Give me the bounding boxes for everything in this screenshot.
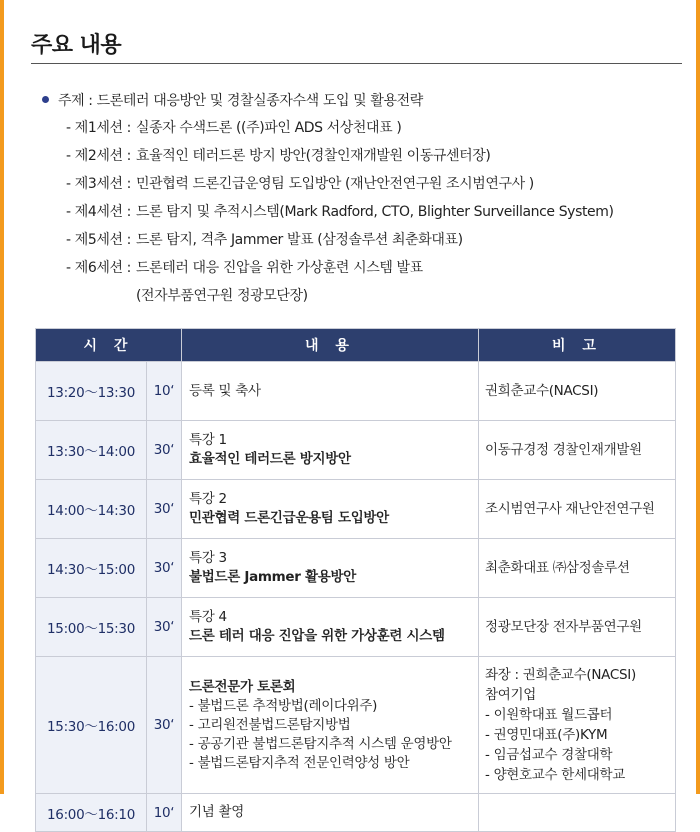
- time-cell: 14:00～14:30: [36, 480, 147, 539]
- lecture-title: 민관협력 드론긴급운용팀 도입방안: [189, 510, 389, 526]
- forum-item: - 불법드론탐지추적 전문인력양성 방안: [189, 754, 410, 771]
- session-text: 드론 탐지 및 추적시스템(Mark Radford, CTO, Blighter Surveillance System): [136, 204, 614, 220]
- content-cell: [182, 480, 479, 539]
- content-cell: [182, 539, 479, 598]
- header-time: 시 간: [36, 329, 182, 362]
- duration-cell: 30‘: [147, 657, 182, 794]
- note-cell: 최춘화대표 ㈜삼정솔루션: [479, 539, 676, 598]
- table-row: [36, 598, 676, 657]
- lecture-number: 특강 3: [189, 550, 227, 566]
- lecture-title: 불법드론 Jammer 활용방안: [189, 569, 357, 585]
- time-cell: 13:30～14:00: [36, 421, 147, 480]
- time-cell: 14:30～15:00: [36, 539, 147, 598]
- note-cell: 이동규경정 경찰인재개발원: [479, 421, 676, 480]
- duration-cell: 30‘: [147, 480, 182, 539]
- content-cell: [182, 598, 479, 657]
- topic-line: [42, 90, 423, 110]
- title-divider: [31, 63, 682, 64]
- time-cell: 15:30～16:00: [36, 657, 147, 794]
- duration-cell: 30‘: [147, 598, 182, 657]
- note-line: - 이원학대표 월드콥터: [485, 707, 613, 723]
- topic-text: 주제 : 드론테러 대응방안 및 경찰실종자수색 도입 및 활용전략: [58, 93, 423, 109]
- note-line: - 임금섭교수 경찰대학: [485, 747, 613, 763]
- content-cell: [182, 657, 479, 794]
- session-item: [66, 118, 614, 146]
- session-text: 민관협력 드론긴급운영팀 도입방안 (재난안전연구원 조시범연구사 ): [136, 176, 534, 192]
- table-row: [36, 794, 676, 832]
- session-item: [66, 174, 614, 202]
- content-cell: [182, 421, 479, 480]
- session-item-continuation: [66, 286, 614, 314]
- content-cell: [182, 362, 479, 421]
- content-line: 등록 및 축사: [189, 382, 261, 399]
- table-row: [36, 480, 676, 539]
- note-line: 좌장 : 권희춘교수(NACSI): [485, 667, 636, 683]
- table-row: [36, 362, 676, 421]
- note-cell: 조시범연구사 재난안전연구원: [479, 480, 676, 539]
- session-text: 실종자 수색드론 ((주)파인 ADS 서상천대표 ): [136, 120, 402, 136]
- session-list: [66, 118, 614, 314]
- session-label: - 제1세션 :: [66, 120, 131, 136]
- session-text: 드론 탐지, 격추 Jammer 발표 (삼정솔루션 최춘화대표): [136, 232, 463, 248]
- session-item: [66, 146, 614, 174]
- note-cell: 권희춘교수(NACSI): [479, 362, 676, 421]
- session-item: [66, 230, 614, 258]
- time-cell: 15:00～15:30: [36, 598, 147, 657]
- duration-cell: 10‘: [147, 362, 182, 421]
- table-row: [36, 539, 676, 598]
- lecture-number: 특강 4: [189, 609, 227, 625]
- lecture-number: 특강 1: [189, 432, 227, 448]
- table-row: [36, 421, 676, 480]
- lecture-title: 드론 테러 대응 진압을 위한 가상훈련 시스템: [189, 628, 445, 644]
- note-cell: [479, 657, 676, 794]
- forum-title: 드론전문가 토론회: [189, 678, 296, 695]
- header-content: 내 용: [182, 329, 479, 362]
- session-item: [66, 202, 614, 230]
- session-label: - 제2세션 :: [66, 148, 131, 164]
- schedule-table: [35, 328, 676, 832]
- session-label: - 제6세션 :: [66, 260, 131, 276]
- note-line: - 권영민대표(주)KYM: [485, 727, 608, 743]
- session-text: 드론테러 대응 진압을 위한 가상훈련 시스템 발표: [136, 260, 423, 276]
- bullet-icon: [42, 96, 49, 103]
- note-cell: [479, 794, 676, 832]
- session-text: 효율적인 테러드론 방지 방안(경찰인재개발원 이동규센터장): [136, 148, 491, 164]
- page-title: 주요 내용: [31, 33, 122, 58]
- session-label: - 제4세션 :: [66, 204, 131, 220]
- note-cell: 정광모단장 전자부품연구원: [479, 598, 676, 657]
- session-label: - 제3세션 :: [66, 176, 131, 192]
- session-item: [66, 258, 614, 286]
- duration-cell: 30‘: [147, 539, 182, 598]
- table-row-forum: [36, 657, 676, 794]
- lecture-title: 효율적인 테러드론 방지방안: [189, 451, 351, 467]
- note-line: 참여기업: [485, 687, 536, 703]
- table-header-row: [36, 329, 676, 362]
- forum-item: - 불법드론 추적방법(레이다위주): [189, 697, 378, 714]
- header-note: 비 고: [479, 329, 676, 362]
- session-label: - 제5세션 :: [66, 232, 131, 248]
- duration-cell: 30‘: [147, 421, 182, 480]
- lecture-number: 특강 2: [189, 491, 227, 507]
- session-text: (전자부품연구원 정광모단장): [136, 288, 308, 304]
- content-cell: 기념 촬영: [182, 794, 479, 832]
- note-line: - 양현호교수 한세대학교: [485, 767, 625, 783]
- time-cell: 13:20～13:30: [36, 362, 147, 421]
- time-cell: 16:00～16:10: [36, 794, 147, 832]
- duration-cell: 10‘: [147, 794, 182, 832]
- forum-item: - 고리원전불법드론탐지방법: [189, 716, 351, 733]
- forum-item: - 공공기관 불법드론탐지추적 시스템 운영방안: [189, 735, 452, 752]
